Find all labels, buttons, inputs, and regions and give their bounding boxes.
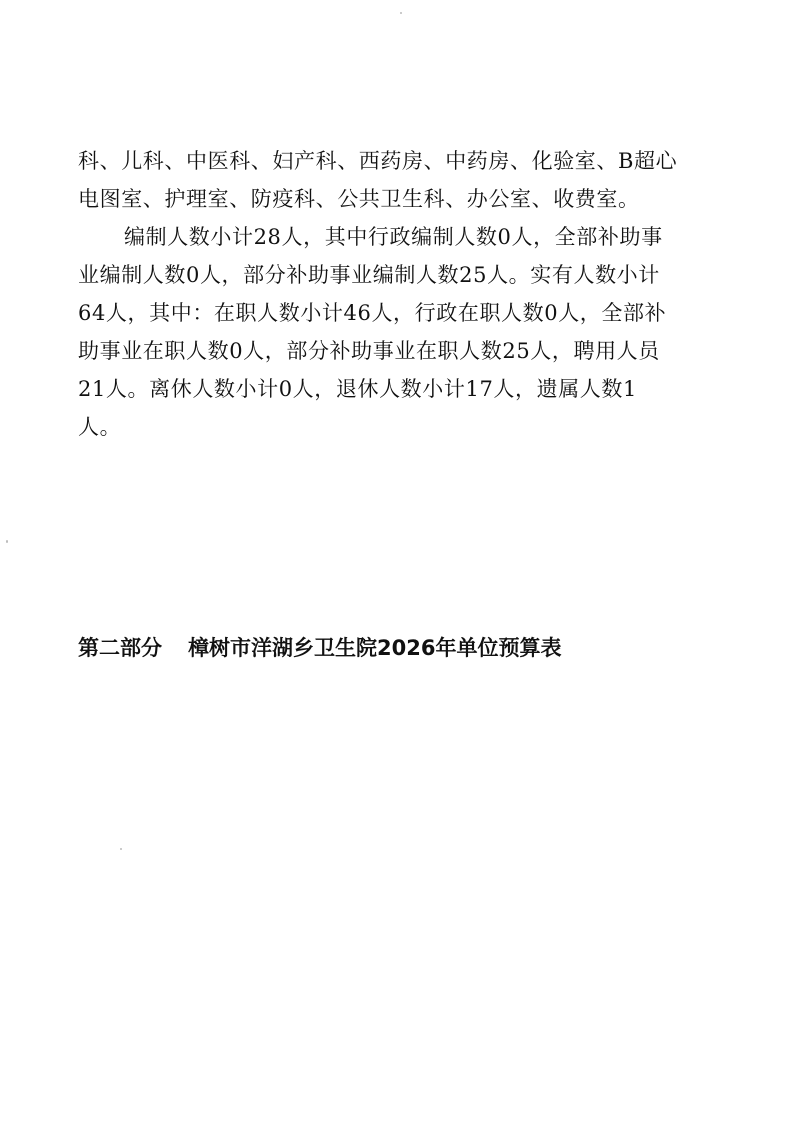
body-line-7: 21人。离休人数小计0人，退休人数小计17人，遗属人数1 [78, 377, 637, 401]
body-line-6: 助事业在职人数0人，部分补助事业在职人数25人，聘用人员 [78, 339, 660, 363]
body-line-5: 64人，其中：在职人数小计46人，行政在职人数0人，全部补 [78, 301, 667, 325]
body-line-2: 电图室、护理室、防疫科、公共卫生科、办公室、收费室。 [78, 187, 640, 211]
staffing-paragraphs [78, 142, 738, 446]
body-line-3: 编制人数小计28人，其中行政编制人数0人，全部补助事 [124, 225, 663, 249]
section-title: 樟树市洋湖乡卫生院2026年单位预算表 [188, 636, 562, 660]
scan-speck [6, 540, 8, 543]
body-line-8: 人。 [78, 415, 122, 439]
section-heading [78, 628, 738, 668]
scan-speck [400, 12, 402, 14]
scan-speck [120, 848, 122, 850]
body-line-1: 科、儿科、中医科、妇产科、西药房、中药房、化验室、B超心 [78, 149, 678, 173]
body-line-4: 业编制人数0人，部分补助事业编制人数25人。实有人数小计 [78, 263, 660, 287]
section-label: 第二部分 [78, 636, 162, 660]
